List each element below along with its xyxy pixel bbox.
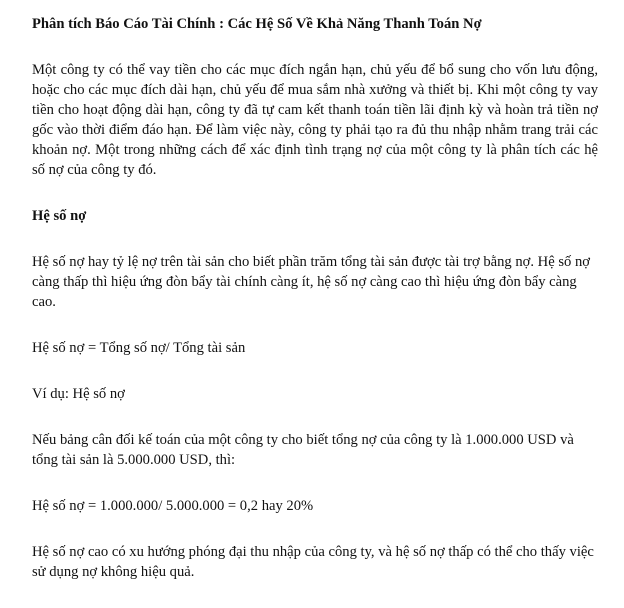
document-title: Phân tích Báo Cáo Tài Chính : Các Hệ Số Về Khả Năng Thanh Toán Nợ	[32, 16, 482, 32]
section-heading: Hệ số nợ	[32, 208, 87, 224]
example-calculation: Hệ số nợ = 1.000.000/ 5.000.000 = 0,2 hay 20%	[32, 498, 314, 514]
document-body	[32, 14, 598, 608]
example-label: Ví dụ: Hệ số nợ	[32, 386, 125, 402]
intro-paragraph: Một công ty có thể vay tiền cho các mục đích ngắn hạn, chủ yếu để bổ sung cho vốn lưu động, hoặc cho các mục đích dài hạn, chủ yếu để mua sắm nhà xưởng và thiết bị. Khi một công ty vay tiền cho hoạt động dài hạn, công ty đã tự cam kết thanh toán tiền lãi định kỳ và hoàn trả tiền nợ gốc vào thời điểm đáo hạn. Để làm việc này, công ty phải tạo ra đủ thu nhập nhằm trang trải các khoản nợ. Một trong những cách để xác định tình trạng nợ của một công ty là phân tích các hệ số nợ của công ty đó.	[32, 62, 598, 178]
conclusion-paragraph: Hệ số nợ cao có xu hướng phóng đại thu nhập của công ty, và hệ số nợ thấp có thể cho thấy việc sử dụng nợ không hiệu quả.	[32, 544, 594, 580]
definition-paragraph: Hệ số nợ hay tỷ lệ nợ trên tài sản cho biết phần trăm tổng tài sản được tài trợ bằng nợ. Hệ số nợ càng thấp thì hiệu ứng đòn bẩy tài chính càng ít, hệ số nợ càng cao thì hiệu ứng đòn bẩy càng cao.	[32, 254, 590, 310]
example-paragraph: Nếu bảng cân đối kế toán của một công ty cho biết tổng nợ của công ty là 1.000.000 USD và tổng tài sản là 5.000.000 USD, thì:	[32, 432, 574, 468]
formula-line: Hệ số nợ = Tổng số nợ/ Tổng tài sản	[32, 340, 246, 356]
